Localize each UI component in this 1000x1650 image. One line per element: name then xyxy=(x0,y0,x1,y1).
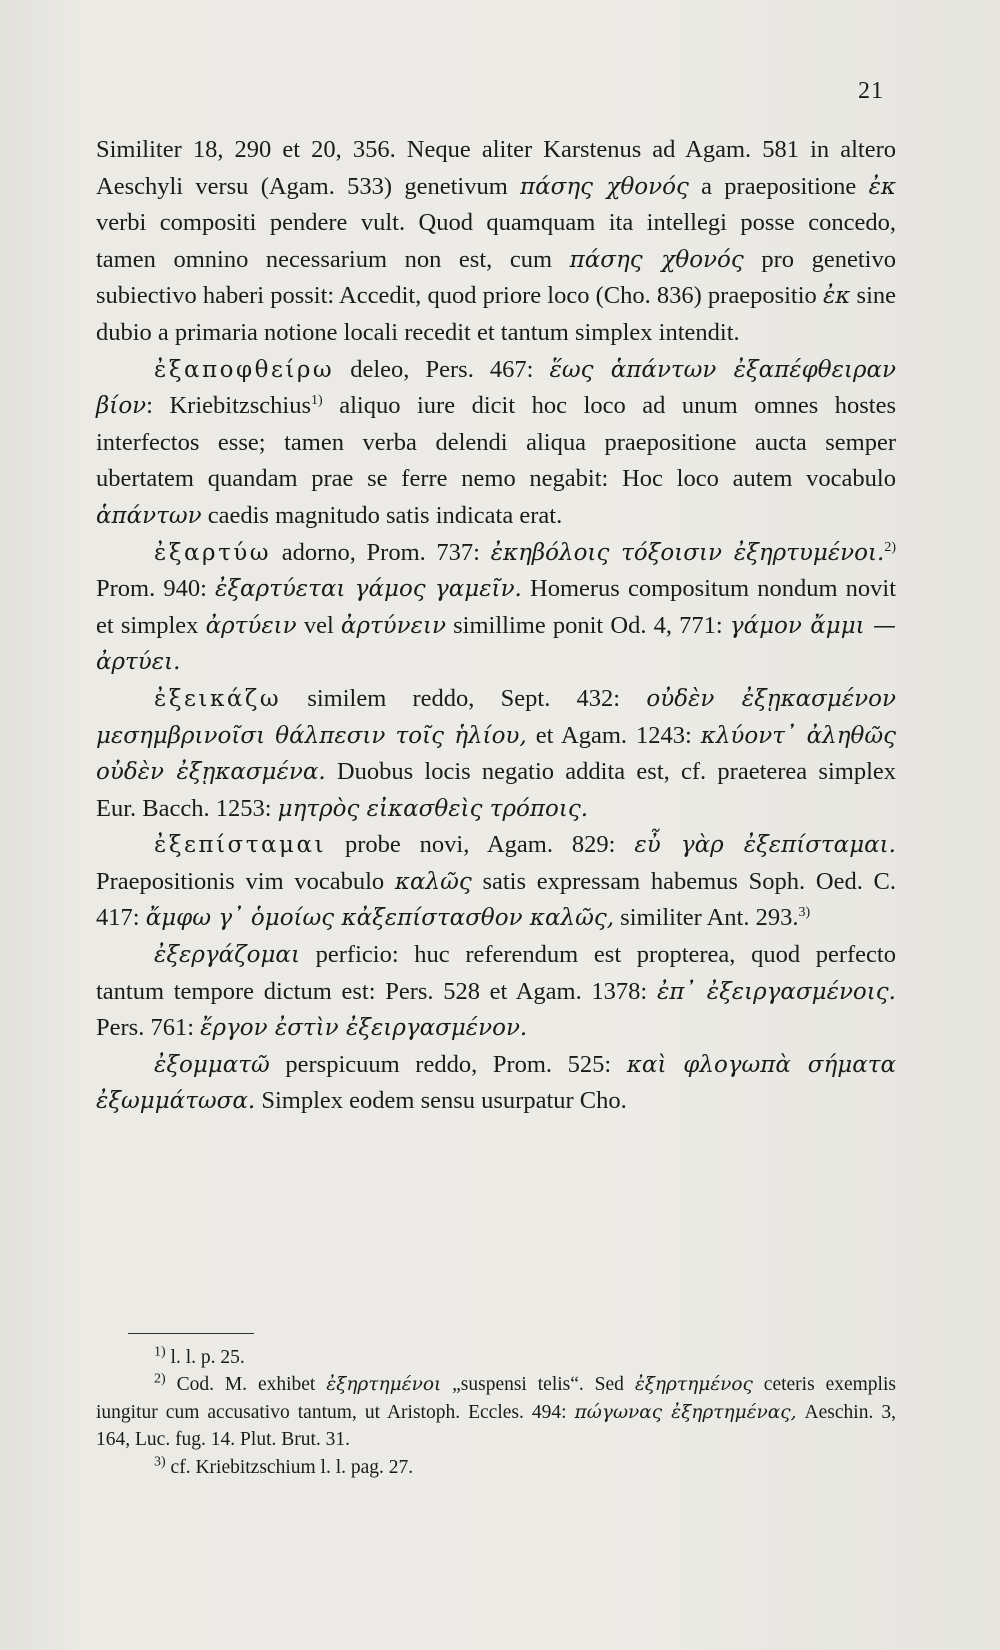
greek-text: ἐκ xyxy=(822,283,851,310)
paragraph-4 xyxy=(96,681,896,827)
latin-text: simillime ponit Od. 4, 771: xyxy=(446,611,730,639)
latin-text: Duobus locis negatio addita est, cf. praeterea simplex Eur. Bacch. 1253: xyxy=(96,758,896,822)
latin-text: Praepositionis vim vocabulo xyxy=(96,867,395,895)
lemma-headword: ἐξαποφθείρω xyxy=(154,356,335,383)
footnote-marker: 1) xyxy=(311,393,323,408)
greek-text: καὶ φλογωπὰ σήματα ἐξωμμάτωσα. xyxy=(96,1051,896,1115)
main-text xyxy=(96,132,896,1120)
lemma-headword: ἐξαρτύω xyxy=(154,539,272,566)
latin-text: Homerus compositum nondum novit et simplex xyxy=(96,575,896,639)
latin-text: Cod. M. exhibet xyxy=(165,1374,327,1396)
footnote-marker: 2) xyxy=(154,1371,166,1387)
page-number: 21 xyxy=(858,78,884,104)
footnote-marker: 3) xyxy=(798,905,811,921)
latin-text: aliquo iure dicit hoc loco ad unum omnes hostes interfectos esse; tamen verba delendi aliqua praepositione aucta semper ubertatem quandam prae se ferre nemo negabit: Hoc loco autem vocabulo xyxy=(96,392,897,493)
latin-text: similem reddo, Sept. 432: xyxy=(281,684,647,712)
paragraph-7 xyxy=(96,1047,896,1120)
latin-text: Pers. 761: xyxy=(96,1014,201,1042)
footnote-2 xyxy=(96,1371,896,1453)
footnotes xyxy=(96,1344,896,1481)
footnote-1 xyxy=(96,1344,896,1371)
greek-text: ἐξαρτύεται γάμος γαμεῖν. xyxy=(215,576,522,603)
latin-text: caedis magnitudo satis indicata erat. xyxy=(201,501,563,529)
paragraph-1 xyxy=(96,132,896,352)
greek-text: εὖ γὰρ ἐξεπίσταμαι. xyxy=(634,832,896,859)
latin-text: Similiter 18, 290 et 20, 356. Neque aliter Karstenus ad Agam. 581 in altero Aeschyli versu (Agam. 533) genetivum xyxy=(96,136,896,200)
latin-text: : Kriebitzschius xyxy=(146,392,312,420)
greek-text: κλύοντ᾽ ἀληθῶς οὐδὲν ἐξῃκασμένα. xyxy=(96,722,896,786)
lemma-headword: ἐξεπίσταμαι xyxy=(154,832,327,859)
greek-text: μητρὸς εἰκασθεὶς τρόποις. xyxy=(277,795,589,822)
footnote-separator xyxy=(128,1333,254,1334)
footnote-3 xyxy=(96,1454,896,1481)
greek-text: ἐξηρτημένος xyxy=(634,1374,753,1396)
greek-text: ἀρτύνειν xyxy=(340,612,446,639)
greek-text: ἁπάντων xyxy=(96,502,202,529)
greek-text: ἔργον ἐστὶν ἐξειργασμένον. xyxy=(200,1015,528,1042)
greek-text: ἐξηρτημένοι xyxy=(326,1374,442,1396)
paragraph-6 xyxy=(96,937,896,1047)
greek-text: ἐκηβόλοις τόξοισιν ἐξηρτυμένοι. xyxy=(490,539,885,566)
latin-text: probe novi, Agam. 829: xyxy=(326,831,635,859)
greek-text: ἐξεργάζομαι xyxy=(154,942,300,969)
latin-text: sine dubio a primaria notione locali recedit et tantum simplex intendit. xyxy=(96,282,897,346)
latin-text: l. l. p. 25. xyxy=(165,1347,245,1368)
latin-text: satis expressam habemus Soph. Oed. C. 417: xyxy=(96,867,896,932)
greek-text: γάμον ἄμμι — ἀρτύει. xyxy=(96,612,896,676)
latin-text: Prom. 940: xyxy=(96,575,216,603)
lemma-headword: ἐξεικάζω xyxy=(154,685,282,712)
latin-text: deleo, Pers. 467: xyxy=(334,355,550,383)
latin-text: perspicuum reddo, Prom. 525: xyxy=(269,1050,627,1078)
latin-text: a praepositione xyxy=(688,172,869,200)
latin-text: pro genetivo subiectivo haberi possit: Accedit, quod priore loco (Cho. 836) praepositio xyxy=(96,245,896,310)
greek-text: ἕως ἁπάντων ἐξαπέφθειραν βίον xyxy=(96,356,896,420)
greek-text: πάσης χθονός xyxy=(569,246,744,273)
latin-text: et Agam. 1243: xyxy=(526,721,701,749)
latin-text: Simplex eodem sensu usurpatur Cho. xyxy=(255,1087,627,1115)
greek-text: ἐπ᾽ ἐξειργασμένοις. xyxy=(656,978,896,1005)
greek-text: οὐδὲν ἐξῃκασμένον μεσημβρινοῖσι θάλπεσιν τοῖς ἡλίου, xyxy=(96,685,896,749)
paragraph-5 xyxy=(96,827,896,937)
footnote-marker: 1) xyxy=(154,1344,166,1360)
latin-text: ceteris exemplis iungitur cum accusativo tantum, ut Aristoph. Eccles. 494: xyxy=(96,1374,896,1423)
latin-text: cf. Kriebitzschium l. l. pag. 27. xyxy=(165,1456,414,1478)
latin-text: similiter Ant. 293. xyxy=(614,904,799,932)
footnote-marker: 2) xyxy=(884,539,896,555)
paragraph-2 xyxy=(96,352,896,535)
greek-text: ἄμφω γ᾽ ὁμοίως κἀξεπίστασθον καλῶς, xyxy=(145,905,615,932)
paragraph-3 xyxy=(96,535,896,681)
latin-text: perficio: huc referendum est propterea, quod perfecto tantum tempore dictum est: Pers. 528 et Agam. 1378: xyxy=(96,941,896,1005)
latin-text: verbi compositi pendere vult. Quod quamquam ita intellegi posse concedo, tamen omnino necessarium non est, cum xyxy=(96,209,896,273)
greek-text: ἀρτύειν xyxy=(205,612,297,639)
latin-text: „suspensi telis“. Sed xyxy=(441,1374,635,1396)
latin-text: vel xyxy=(296,611,341,639)
greek-text: ἐκ xyxy=(868,173,896,200)
greek-text: πώγωνας ἐξηρτημένας, xyxy=(574,1401,797,1423)
greek-text: καλῶς xyxy=(394,868,472,895)
latin-text: Aeschin. 3, 164, Luc. fug. 14. Plut. Brut. 31. xyxy=(96,1401,896,1451)
latin-text: adorno, Prom. 737: xyxy=(271,538,491,566)
greek-text: πάσης χθονός xyxy=(520,173,689,200)
greek-text: ἐξομματῶ xyxy=(154,1051,270,1078)
footnote-marker: 3) xyxy=(154,1454,166,1470)
